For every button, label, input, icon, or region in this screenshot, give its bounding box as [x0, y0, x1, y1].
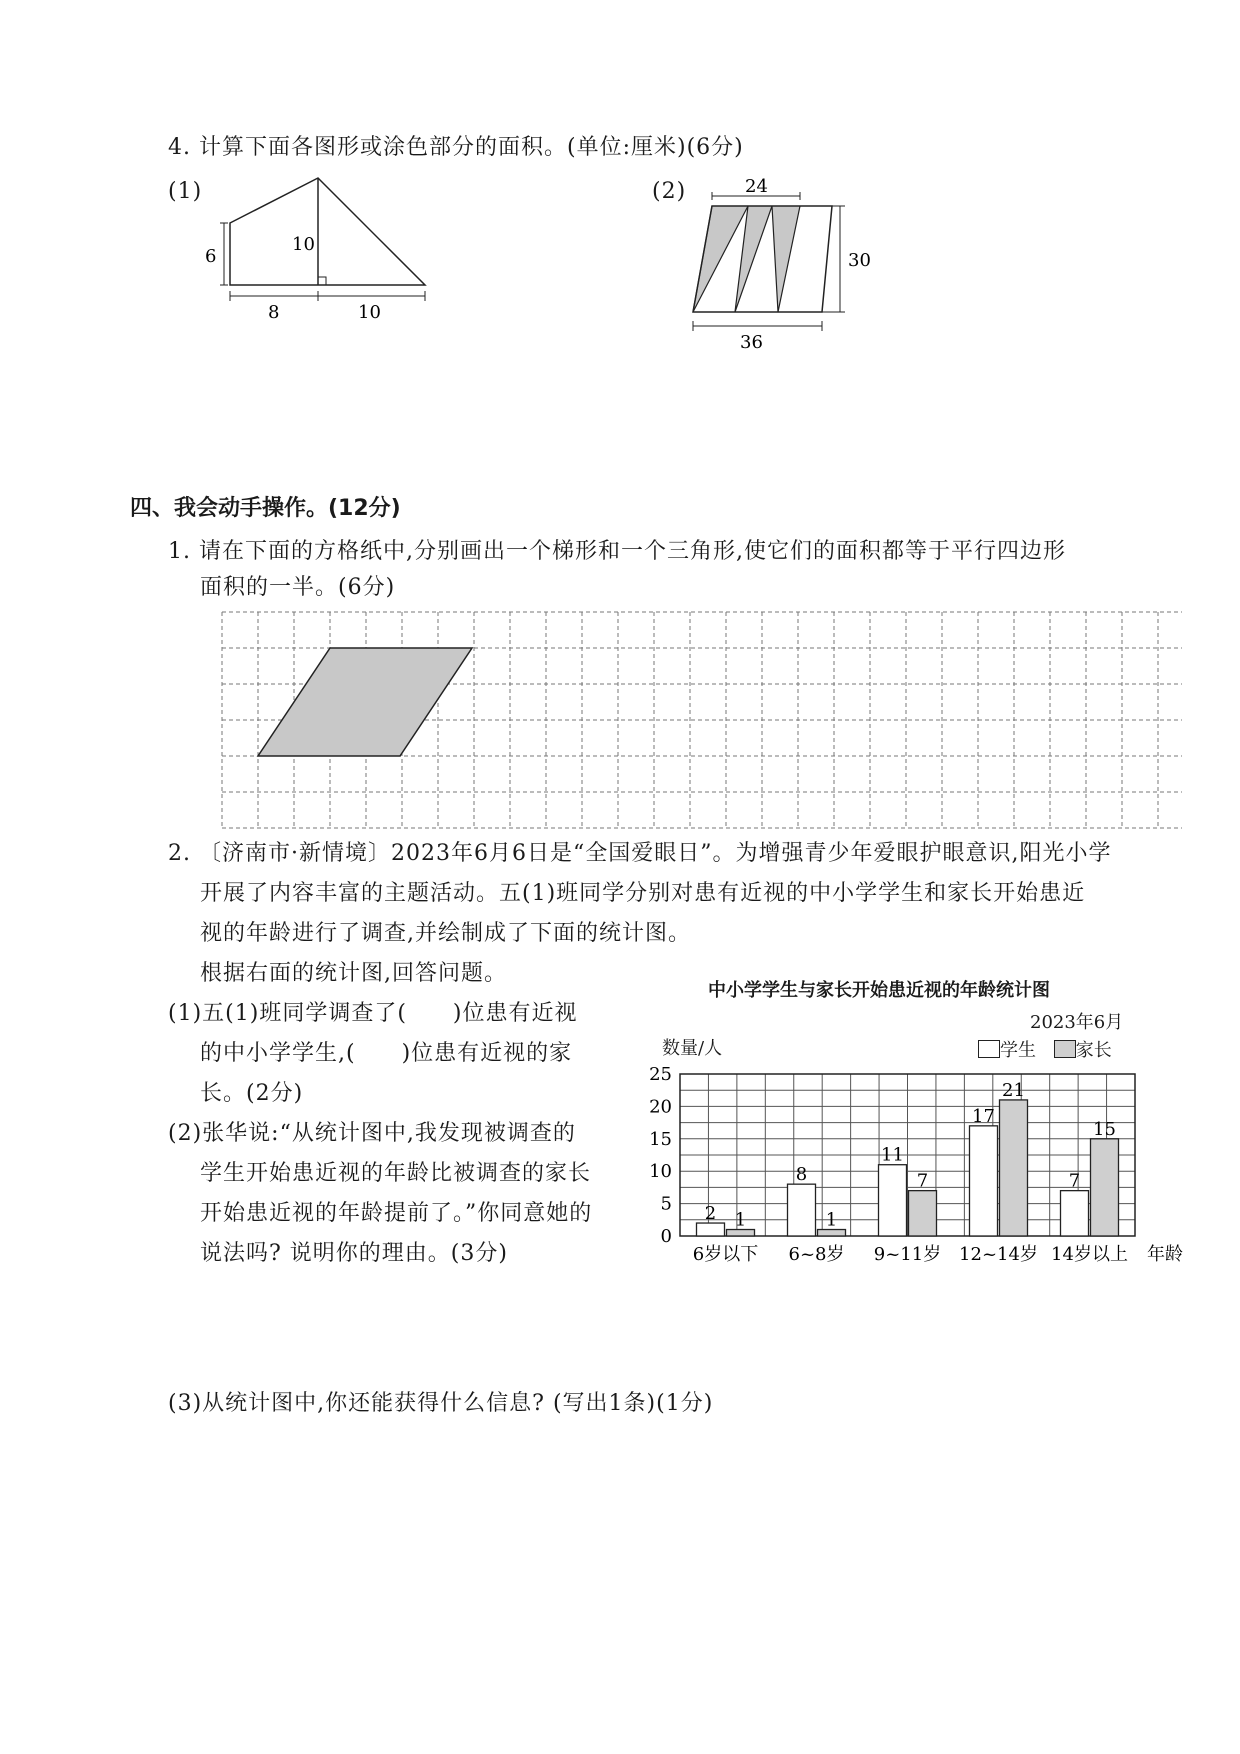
fig1-dim-left: 6 — [205, 246, 217, 267]
bar-value-label: 11 — [881, 1144, 904, 1166]
bar-value-label: 8 — [795, 1164, 808, 1186]
q1-line2: 面积的一半。(6分) — [200, 575, 396, 600]
chart-ylabel: 数量/人 — [662, 1038, 723, 1059]
q2-line1: 2. 〔济南市·新情境〕2023年6月6日是“全国爱眼日”。为增强青少年爱眼护眼意识,阳光小学 — [168, 841, 1112, 866]
bar-students — [788, 1184, 816, 1236]
fig2-dim-height: 30 — [848, 250, 871, 271]
x-tick-label: 12~14岁 — [959, 1244, 1038, 1265]
fig1-dim-base-right: 10 — [358, 302, 381, 323]
fig1-dim-height: 10 — [292, 234, 315, 255]
bar-students — [970, 1126, 998, 1236]
sub2-line1: (2)张华说:“从统计图中,我发现被调查的 — [168, 1121, 576, 1146]
bar-parents — [1000, 1100, 1028, 1236]
bar-value-label: 1 — [734, 1209, 747, 1231]
bar-value-label: 2 — [704, 1203, 717, 1225]
y-tick-label: 15 — [649, 1128, 672, 1150]
bar-value-label: 21 — [1002, 1079, 1025, 1101]
fig2-dim-bottom: 36 — [740, 332, 763, 353]
sub1-line3: 长。(2分) — [200, 1081, 304, 1106]
sub2-line3: 开始患近视的年龄提前了。”你同意她的 — [200, 1201, 593, 1226]
chart-title: 中小学学生与家长开始患近视的年龄统计图 — [708, 980, 1050, 1001]
fig2-label: (2) — [652, 179, 687, 204]
sub2-line2: 学生开始患近视的年龄比被调查的家长 — [200, 1161, 592, 1186]
bar-students — [697, 1223, 725, 1236]
x-tick-label: 6岁以下 — [692, 1244, 759, 1265]
bar-value-label: 15 — [1093, 1118, 1116, 1140]
bar-parents — [909, 1191, 937, 1236]
bar-students — [1061, 1191, 1089, 1236]
x-tick-label: 14岁以上 — [1051, 1244, 1128, 1265]
bar-value-label: 1 — [825, 1209, 838, 1231]
sub3: (3)从统计图中,你还能获得什么信息? (写出1条)(1分) — [168, 1391, 714, 1416]
y-tick-label: 5 — [660, 1193, 672, 1215]
y-tick-label: 10 — [649, 1161, 672, 1183]
bar-value-label: 7 — [1068, 1170, 1081, 1192]
sub1-line1: (1)五(1)班同学调查了( )位患有近视 — [168, 1001, 578, 1026]
x-tick-label: 6~8岁 — [788, 1244, 845, 1265]
y-tick-label: 0 — [660, 1226, 672, 1247]
bar-students — [879, 1165, 907, 1236]
legend-label-students: 学生 — [1000, 1040, 1036, 1061]
sub2-line4: 说法吗? 说明你的理由。(3分) — [200, 1241, 508, 1266]
sub1-line2: 的中小学学生,( )位患有近视的家 — [200, 1041, 573, 1066]
y-tick-label: 20 — [649, 1096, 672, 1118]
bar-parents — [1091, 1139, 1119, 1236]
x-tick-label: 9~11岁 — [873, 1244, 942, 1265]
bar-value-label: 17 — [972, 1105, 995, 1127]
chart-subtitle: 2023年6月 — [1030, 1012, 1124, 1033]
q2-line2: 开展了内容丰富的主题活动。五(1)班同学分别对患有近视的中小学学生和家长开始患近 — [200, 881, 1086, 906]
fig2-dim-top: 24 — [745, 176, 768, 197]
bar-value-label: 7 — [916, 1170, 929, 1192]
q2-intro: 根据右面的统计图,回答问题。 — [200, 961, 507, 986]
q1-line1: 1. 请在下面的方格纸中,分别画出一个梯形和一个三角形,使它们的面积都等于平行四边形 — [168, 539, 1066, 564]
section-4-title: 四、我会动手操作。(12分) — [130, 496, 401, 521]
y-tick-label: 25 — [649, 1064, 672, 1085]
fig1-label: (1) — [168, 179, 203, 204]
q4-title: 4. 计算下面各图形或涂色部分的面积。(单位:厘米)(6分) — [168, 135, 744, 160]
legend-label-parents: 家长 — [1075, 1040, 1112, 1061]
x-axis-label: 年龄 — [1147, 1244, 1183, 1265]
fig1-dim-base-left: 8 — [268, 302, 280, 323]
q2-line3: 视的年龄进行了调查,并绘制成了下面的统计图。 — [200, 921, 691, 946]
